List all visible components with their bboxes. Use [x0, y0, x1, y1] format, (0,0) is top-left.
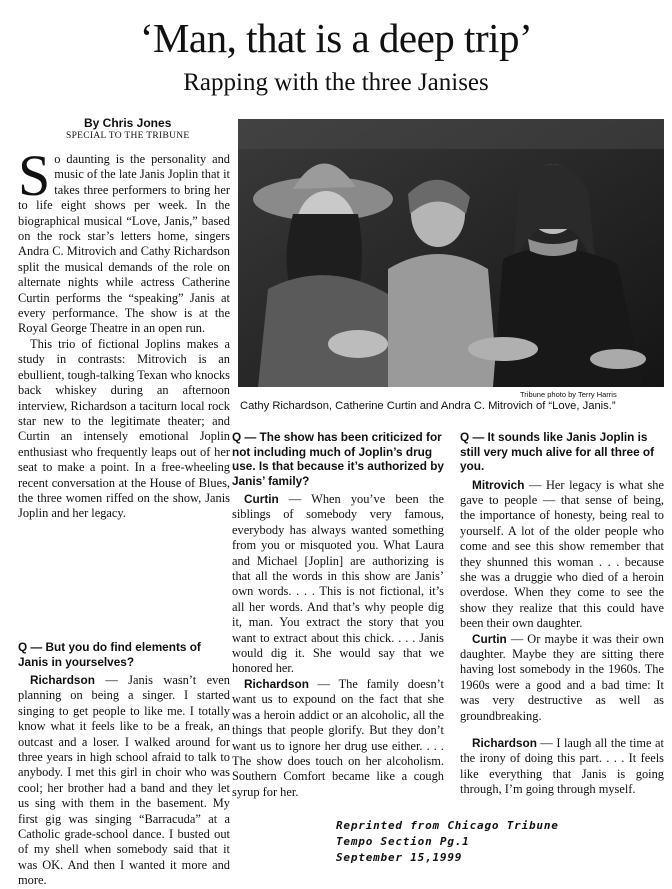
speaker-name: Richardson — [244, 676, 309, 691]
drop-cap: S — [18, 143, 51, 208]
answer-1: Richardson — Janis wasn’t even planning on being a singer. I started singing to get people to like me. I totally know what it feels like to be a freak, an outcast and a loser. I walked around for three years in high school afraid to talk to anybody. I met this girl in choir who was cool; her brother had a band and they let us sing with them in the basement. My first gig was singing “Barracuda” at a Catholic grade-school dance. I busted out of my shell when somebody said that it was OK. And then I wanted it more and more. — [18, 673, 230, 888]
answer-2: Curtin — When you’ve been the siblings of somebody very famous, everybody has always wanted something from you or misquoted you. What Laura and Michael [Joplin] are authorizing is that all the words in this show are Janis’ own words. . . . This is not fictional, it’s all her words. And that’s why people dig it, man. You extract the story that you want to extract about this chick. . . . Janis would dig it. She would say that we honored her. — [232, 492, 444, 676]
photo-illustration — [238, 119, 664, 387]
speaker-name: Richardson — [30, 673, 95, 687]
photo-three-janises — [238, 119, 664, 387]
reprint-line: Reprinted from Chicago Tribune — [336, 819, 559, 832]
reprint-notice — [336, 818, 559, 866]
byline: By Chris Jones — [84, 116, 172, 130]
speaker-name: Curtin — [244, 492, 279, 506]
answer-3: Richardson — The family doesn’t want us to expound on the fact that she was a heroin addict or an alcoholic, all the things that people glorify. But they don’t want us to ignore her drug use either. . . . The show does touch on her alcoholism. Southern Comfort became like a cough syrup for her. — [232, 676, 444, 799]
reprint-line: September 15,1999 — [336, 851, 463, 864]
question-2: Q — The show has been criticized for not including much of Joplin’s drug use. Is that because it’s authorized by Janis’ family? — [232, 430, 444, 488]
lede-paragraph-2: This trio of fictional Joplins makes a study in contrasts: Mitrovich is an ebullient, tough-talking Texan who knocks back whiskey during an afternoon interview, Richardson a taciturn local rock star new to the legitimate theater; and Curtin an intensely emotional Joplin enthusiast who frequently leaps out of her seat to make a point. In a free-wheeling recent conversation at the House of Blues, the three women riffed on the show, Janis Joplin and her legacy. — [18, 336, 230, 521]
qa-column-3 — [460, 430, 664, 798]
qa-column-2 — [232, 430, 444, 800]
speaker-name: Mitrovich — [472, 477, 525, 492]
answer-5: Curtin — Or maybe it was their own daughter. Maybe they are sitting there having lost somebody in the 1960s. The 1960s were a good and a bad time: It was very destructive as well as groundbreaking. — [460, 631, 664, 723]
byline-affiliation: SPECIAL TO THE TRIBUNE — [66, 131, 190, 141]
question-1: Q — But you do find elements of Janis in yourselves? — [18, 640, 201, 669]
headline: ‘Man, that is a deep trip’ — [139, 15, 533, 61]
subheadline: Rapping with the three Janises — [183, 69, 489, 96]
reprint-line: Tempo Section Pg.1 — [336, 835, 470, 848]
photo-credit: Tribune photo by Terry Harris — [520, 390, 617, 399]
speaker-name: Curtin — [472, 631, 507, 646]
question-3: Q — It sounds like Janis Joplin is still very much alive for all three of you. — [460, 430, 655, 473]
lede-paragraph-1: o daunting is the personality and music of the late Janis Joplin that it takes three performers to bring her to life eight shows per week. In the biographical musical “Love, Janis,” based on the rock star’s letters home, singers Andra C. Mitrovich and Cathy Richardson split the musical demands of the role on alternate nights while actress Catherine Curtin performs the “speaking” Janis at every performance. The show is at the Royal George Theatre in an open run. — [18, 152, 230, 336]
photo-caption: Cathy Richardson, Catherine Curtin and Andra C. Mitrovich of “Love, Janis.” — [240, 400, 616, 412]
answer-4: Mitrovich — Her legacy is what she gave to people — that sense of being, the importance of honesty, being real to yourself. A lot of the older people who come and see this show remember that they shunned this woman . . . because she was a druggie who died of a heroin overdose. When they come to see the show they realize that this could have been their own daughter. — [460, 477, 664, 631]
answer-6: Richardson — I laugh all the time at the irony of doing this part. . . . It feels like everything that Janis is going through, I’m going through myself. — [460, 736, 664, 797]
lede-column — [18, 143, 230, 522]
qa-column-1 — [18, 640, 230, 889]
speaker-name: Richardson — [472, 736, 537, 750]
